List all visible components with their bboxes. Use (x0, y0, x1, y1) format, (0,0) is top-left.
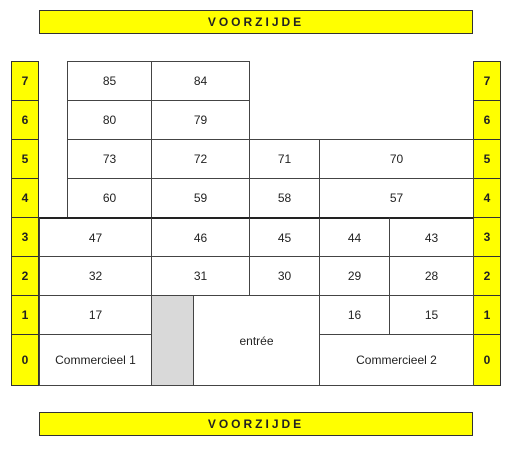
commercial-2: Commercieel 2 (319, 334, 474, 386)
unit-29: 29 (319, 256, 390, 296)
unit-59: 59 (151, 178, 250, 218)
unit-43: 43 (389, 217, 474, 257)
unit-44: 44 (319, 217, 390, 257)
floor-label-right-5: 5 (473, 139, 501, 179)
unit-60: 60 (67, 178, 152, 218)
unit-58: 58 (249, 178, 320, 218)
unit-70: 70 (319, 139, 474, 179)
floor-label-right-0: 0 (473, 334, 501, 386)
commercial-1: Commercieel 1 (39, 334, 152, 386)
floor-label-left-5: 5 (11, 139, 39, 179)
floor-label-right-1: 1 (473, 295, 501, 335)
floor-label-left-2: 2 (11, 256, 39, 296)
unit-79: 79 (151, 100, 250, 140)
unit-71: 71 (249, 139, 320, 179)
unit-15: 15 (389, 295, 474, 335)
unit-31: 31 (151, 256, 250, 296)
unit-47: 47 (39, 217, 152, 257)
unit-16: 16 (319, 295, 390, 335)
floor-label-left-7: 7 (11, 61, 39, 101)
floor-label-right-4: 4 (473, 178, 501, 218)
floor-label-left-1: 1 (11, 295, 39, 335)
unit-85: 85 (67, 61, 152, 101)
floor-label-left-3: 3 (11, 217, 39, 257)
floor-label-right-2: 2 (473, 256, 501, 296)
floor-label-right-3: 3 (473, 217, 501, 257)
floor-label-left-0: 0 (11, 334, 39, 386)
unit-17: 17 (39, 295, 152, 335)
unit-28: 28 (389, 256, 474, 296)
unit-72: 72 (151, 139, 250, 179)
unit-30: 30 (249, 256, 320, 296)
unit-73: 73 (67, 139, 152, 179)
floor-label-left-4: 4 (11, 178, 39, 218)
front-side-banner-top: VOORZIJDE (39, 10, 473, 34)
entrance: entrée (193, 295, 320, 386)
unit-57: 57 (319, 178, 474, 218)
unit-32: 32 (39, 256, 152, 296)
unit-84: 84 (151, 61, 250, 101)
floor-label-right-6: 6 (473, 100, 501, 140)
stairwell-shaded (151, 295, 194, 386)
floor-label-left-6: 6 (11, 100, 39, 140)
floor-label-right-7: 7 (473, 61, 501, 101)
unit-46: 46 (151, 217, 250, 257)
front-side-banner-bottom: VOORZIJDE (39, 412, 473, 436)
unit-80: 80 (67, 100, 152, 140)
unit-45: 45 (249, 217, 320, 257)
